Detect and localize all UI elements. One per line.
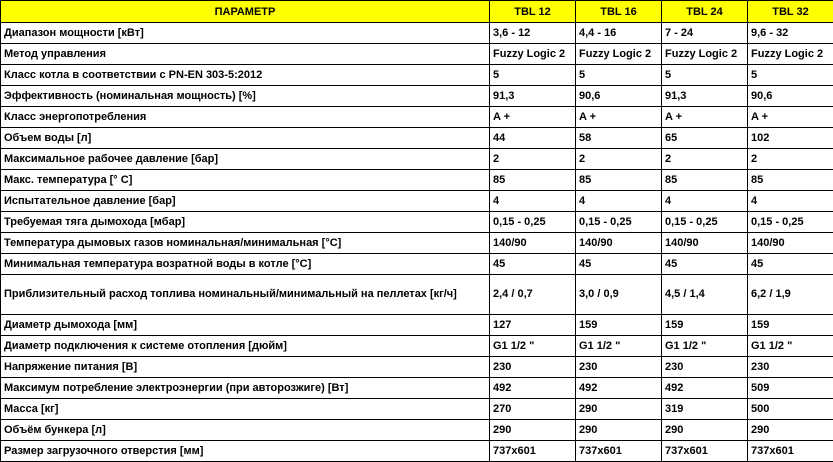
- value-cell: 492: [490, 378, 576, 399]
- value-cell: 5: [748, 65, 833, 86]
- value-cell: 0,15 - 0,25: [748, 212, 833, 233]
- value-cell: 290: [576, 399, 662, 420]
- value-cell: Fuzzy Logic 2: [662, 44, 748, 65]
- value-cell: 4: [748, 191, 833, 212]
- table-row: [1, 254, 833, 275]
- value-cell: 230: [748, 357, 833, 378]
- value-cell: 85: [490, 170, 576, 191]
- value-cell: 290: [748, 420, 833, 441]
- param-cell: Размер загрузочного отверстия [мм]: [1, 441, 490, 462]
- value-cell: A +: [490, 107, 576, 128]
- table-row: [1, 378, 833, 399]
- header-tbl24: TBL 24: [662, 1, 748, 23]
- value-cell: 85: [748, 170, 833, 191]
- value-cell: 9,6 - 32: [748, 23, 833, 44]
- value-cell: 230: [490, 357, 576, 378]
- param-cell: Эффективность (номинальная мощность) [%]: [1, 86, 490, 107]
- header-tbl12: TBL 12: [490, 1, 576, 23]
- value-cell: 140/90: [576, 233, 662, 254]
- value-cell: 102: [748, 128, 833, 149]
- value-cell: 4: [490, 191, 576, 212]
- value-cell: 0,15 - 0,25: [576, 212, 662, 233]
- value-cell: Fuzzy Logic 2: [490, 44, 576, 65]
- table-row: [1, 233, 833, 254]
- value-cell: 737x601: [490, 441, 576, 462]
- value-cell: 492: [576, 378, 662, 399]
- value-cell: 127: [490, 315, 576, 336]
- value-cell: 90,6: [576, 86, 662, 107]
- table-row: [1, 170, 833, 191]
- value-cell: Fuzzy Logic 2: [576, 44, 662, 65]
- value-cell: 65: [662, 128, 748, 149]
- value-cell: 2: [576, 149, 662, 170]
- value-cell: 290: [662, 420, 748, 441]
- value-cell: 737x601: [662, 441, 748, 462]
- value-cell: 4,4 - 16: [576, 23, 662, 44]
- table-row: [1, 191, 833, 212]
- value-cell: 91,3: [490, 86, 576, 107]
- value-cell: 737x601: [576, 441, 662, 462]
- value-cell: 270: [490, 399, 576, 420]
- param-cell: Диаметр подключения к системе отопления [дюйм]: [1, 336, 490, 357]
- value-cell: 509: [748, 378, 833, 399]
- value-cell: 140/90: [748, 233, 833, 254]
- param-cell: Требуемая тяга дымохода [мбар]: [1, 212, 490, 233]
- value-cell: 159: [576, 315, 662, 336]
- param-cell: Объем воды [л]: [1, 128, 490, 149]
- param-cell: Макс. температура [° C]: [1, 170, 490, 191]
- param-cell: Диаметр дымохода [мм]: [1, 315, 490, 336]
- value-cell: Fuzzy Logic 2: [748, 44, 833, 65]
- value-cell: 5: [662, 65, 748, 86]
- value-cell: 290: [576, 420, 662, 441]
- table-row: [1, 65, 833, 86]
- value-cell: 85: [662, 170, 748, 191]
- param-cell: Температура дымовых газов номинальная/минимальная [°C]: [1, 233, 490, 254]
- value-cell: 58: [576, 128, 662, 149]
- value-cell: 5: [490, 65, 576, 86]
- value-cell: 0,15 - 0,25: [490, 212, 576, 233]
- value-cell: 45: [490, 254, 576, 275]
- table-row: [1, 212, 833, 233]
- param-cell: Диапазон мощности [кВт]: [1, 23, 490, 44]
- table-row: [1, 420, 833, 441]
- value-cell: 4: [662, 191, 748, 212]
- value-cell: 44: [490, 128, 576, 149]
- value-cell: 159: [748, 315, 833, 336]
- value-cell: 0,15 - 0,25: [662, 212, 748, 233]
- value-cell: 45: [576, 254, 662, 275]
- value-cell: 4: [576, 191, 662, 212]
- value-cell: A +: [748, 107, 833, 128]
- table-row: [1, 107, 833, 128]
- table-row: [1, 44, 833, 65]
- param-cell: Приблизительный расход топлива номинальный/минимальный на пеллетах [кг/ч]: [1, 275, 490, 315]
- table-row: [1, 128, 833, 149]
- table-row: [1, 149, 833, 170]
- param-cell: Масса [кг]: [1, 399, 490, 420]
- header-row: [1, 1, 833, 23]
- value-cell: G1 1/2 ": [490, 336, 576, 357]
- table-row: [1, 441, 833, 462]
- table-row: [1, 23, 833, 44]
- value-cell: 3,0 / 0,9: [576, 275, 662, 315]
- param-cell: Метод управления: [1, 44, 490, 65]
- value-cell: 2: [662, 149, 748, 170]
- param-cell: Максимальное рабочее давление [бар]: [1, 149, 490, 170]
- value-cell: 6,2 / 1,9: [748, 275, 833, 315]
- param-cell: Класс котла в соответствии с PN-EN 303-5:2012: [1, 65, 490, 86]
- value-cell: 91,3: [662, 86, 748, 107]
- value-cell: 230: [662, 357, 748, 378]
- value-cell: 5: [576, 65, 662, 86]
- value-cell: A +: [662, 107, 748, 128]
- table-row: [1, 275, 833, 315]
- value-cell: 2,4 / 0,7: [490, 275, 576, 315]
- param-cell: Напряжение питания [В]: [1, 357, 490, 378]
- value-cell: 3,6 - 12: [490, 23, 576, 44]
- value-cell: G1 1/2 ": [576, 336, 662, 357]
- value-cell: A +: [576, 107, 662, 128]
- param-cell: Максимум потребление электроэнергии (при авторозжиге) [Вт]: [1, 378, 490, 399]
- value-cell: 45: [662, 254, 748, 275]
- value-cell: 500: [748, 399, 833, 420]
- value-cell: 140/90: [662, 233, 748, 254]
- value-cell: G1 1/2 ": [748, 336, 833, 357]
- value-cell: 4,5 / 1,4: [662, 275, 748, 315]
- param-cell: Класс энергопотребления: [1, 107, 490, 128]
- value-cell: 7 - 24: [662, 23, 748, 44]
- value-cell: 140/90: [490, 233, 576, 254]
- value-cell: 492: [662, 378, 748, 399]
- header-tbl16: TBL 16: [576, 1, 662, 23]
- value-cell: 159: [662, 315, 748, 336]
- value-cell: 2: [490, 149, 576, 170]
- value-cell: 90,6: [748, 86, 833, 107]
- table-row: [1, 315, 833, 336]
- value-cell: 319: [662, 399, 748, 420]
- param-cell: Объём бункера [л]: [1, 420, 490, 441]
- value-cell: 85: [576, 170, 662, 191]
- value-cell: 2: [748, 149, 833, 170]
- table-row: [1, 86, 833, 107]
- value-cell: G1 1/2 ": [662, 336, 748, 357]
- value-cell: 290: [490, 420, 576, 441]
- value-cell: 230: [576, 357, 662, 378]
- header-tbl32: TBL 32: [748, 1, 833, 23]
- value-cell: 45: [748, 254, 833, 275]
- table-row: [1, 357, 833, 378]
- header-parameter: ПАРАМЕТР: [1, 1, 490, 23]
- param-cell: Минимальная температура возратной воды в котле [°C]: [1, 254, 490, 275]
- param-cell: Испытательное давление [бар]: [1, 191, 490, 212]
- table-row: [1, 336, 833, 357]
- table-row: [1, 399, 833, 420]
- value-cell: 737x601: [748, 441, 833, 462]
